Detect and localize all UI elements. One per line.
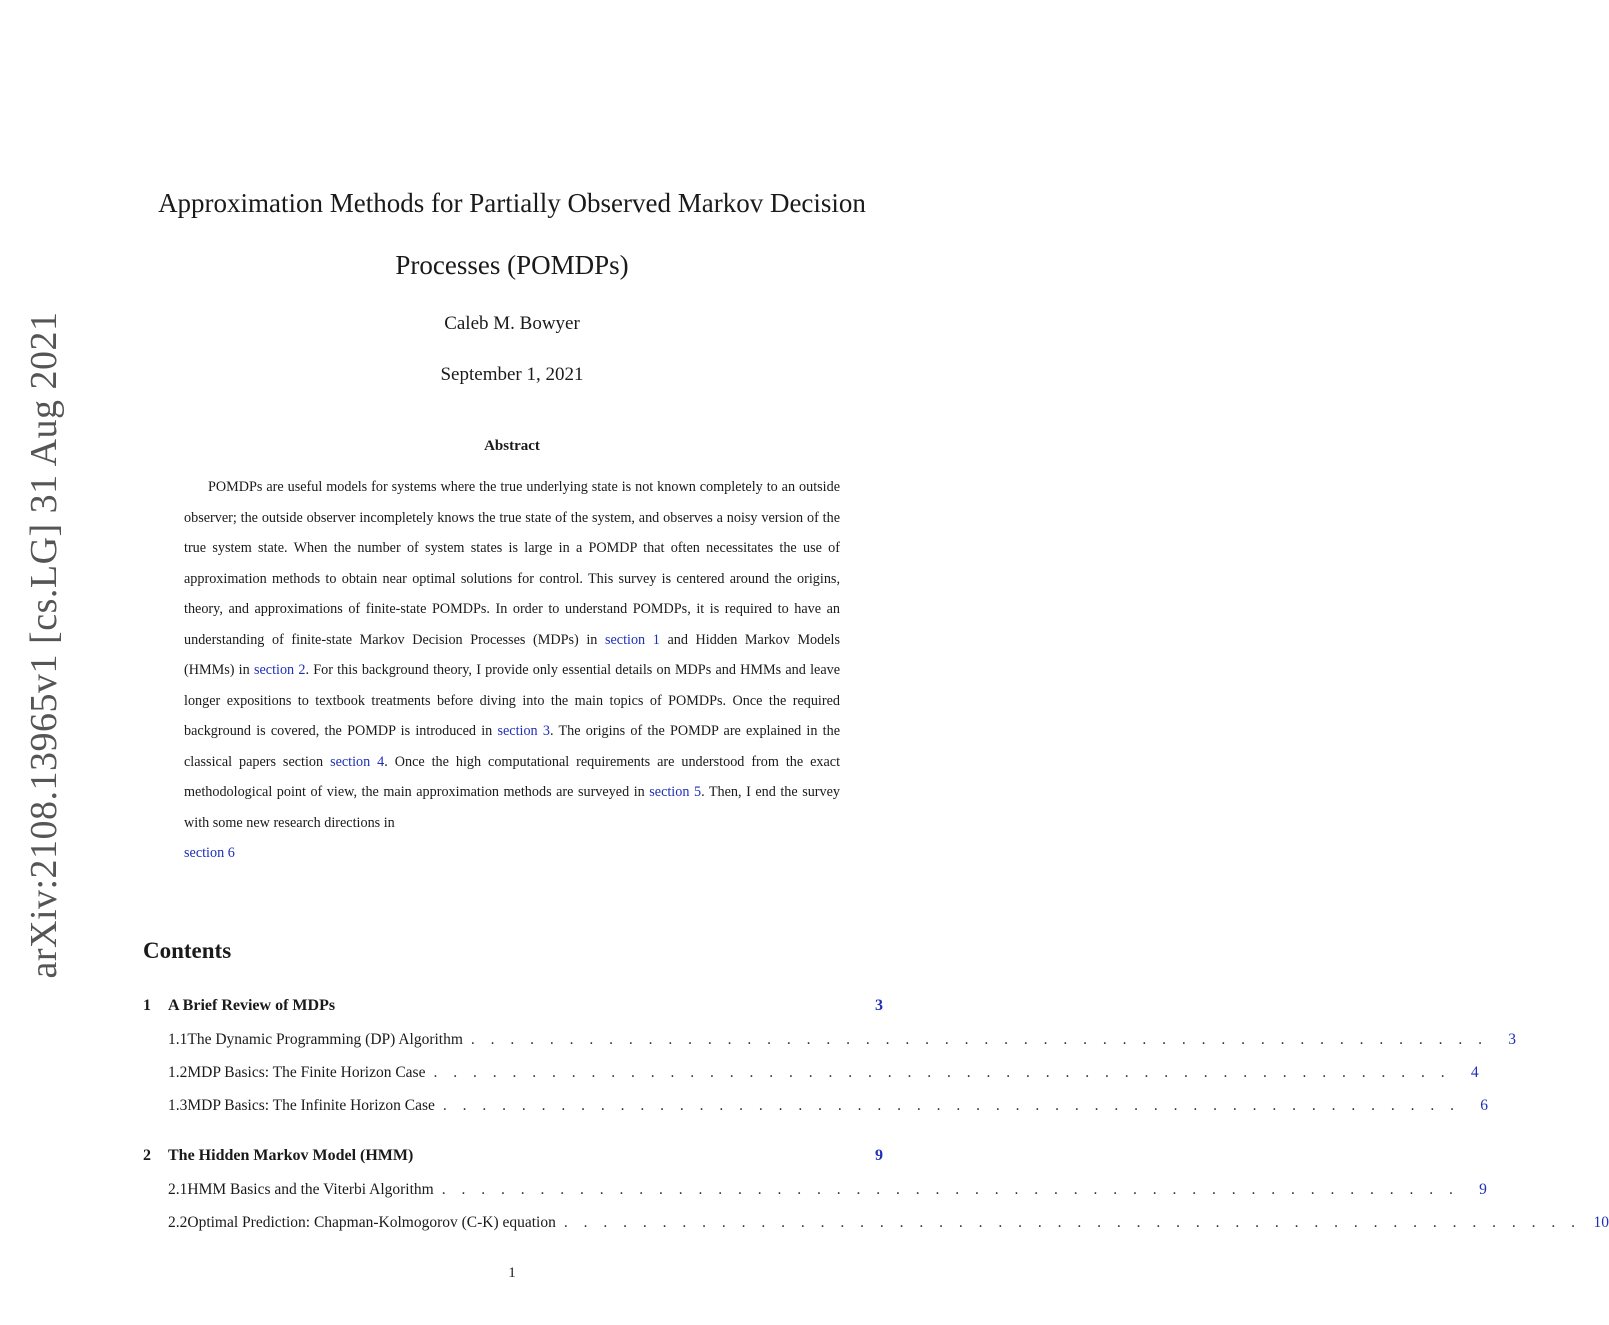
toc-page-link[interactable]: 6 xyxy=(1480,1097,1489,1114)
toc-entry[interactable] xyxy=(143,1097,1489,1119)
abstract-text: . Once the high computational requirements are understood from the exact methodological point of view, the main approximation methods are surveyed in xyxy=(184,753,841,800)
contents-heading: Contents xyxy=(143,938,232,963)
toc-entry[interactable] xyxy=(143,1214,1609,1236)
toc-entry[interactable] xyxy=(143,1181,1487,1203)
date: September 1, 2021 xyxy=(440,364,584,385)
link-section-6[interactable]: section 6 xyxy=(184,845,235,861)
toc-leader: . . . . . . . . . . . . . . . . . . . . . . . . . . . . . . . . . . . . . . . . . . . . . . . . . . . . xyxy=(563,1214,1581,1231)
abstract-body xyxy=(184,472,840,869)
toc-leader: . . . . . . . . . . . . . . . . . . . . . . . . . . . . . . . . . . . . . . . . . . . . . . . . . . . . xyxy=(470,1031,1489,1048)
page-number: 1 xyxy=(508,1265,516,1281)
paper-title: Approximation Methods for Partially Observed Markov Decision Processes (POMDPs) xyxy=(158,188,866,280)
toc-leader: . . . . . . . . . . . . . . . . . . . . . . . . . . . . . . . . . . . . . . . . . . . . . . . . . . . . xyxy=(433,1064,1451,1081)
toc-title: MDP Basics: The Finite Horizon Case xyxy=(187,1064,426,1081)
toc-number: 1.2 xyxy=(168,1064,188,1081)
toc-number: 1.3 xyxy=(168,1097,188,1114)
toc-page-link[interactable]: 9 xyxy=(875,1147,883,1164)
toc-title: The Hidden Markov Model (HMM) xyxy=(168,1147,414,1164)
toc-page-link[interactable]: 3 xyxy=(875,997,883,1014)
link-section-5[interactable]: section 5 xyxy=(649,784,702,800)
toc-number: 1.1 xyxy=(168,1031,188,1048)
abstract-text: and Hidden Markov Models (HMMs) in xyxy=(184,631,841,678)
toc-leader: . . . . . . . . . . . . . . . . . . . . . . . . . . . . . . . . . . . . . . . . . . . . . . . . . . . . xyxy=(442,1097,1461,1114)
toc-entry[interactable] xyxy=(143,997,883,1019)
toc-page-link[interactable]: 3 xyxy=(1508,1031,1517,1048)
arxiv-identifier: arXiv:2108.13965v1 [cs.LG] 31 Aug 2021 xyxy=(23,311,65,979)
link-section-2[interactable]: section 2 xyxy=(253,662,306,678)
abstract-text: . For this background theory, I provide only essential details on MDPs and HMMs and leave longer expositions to textbook treatments before diving into the main topics of POMDPs. Once the required background is covered, the POMDP is introduced in xyxy=(184,662,841,739)
toc-page-link[interactable]: 4 xyxy=(1470,1064,1479,1081)
toc-number: 1 xyxy=(143,997,151,1014)
link-section-4[interactable]: section 4 xyxy=(330,753,385,770)
toc-title: A Brief Review of MDPs xyxy=(168,997,336,1014)
abstract-text: POMDPs are useful models for systems where the true underlying state is not known completely to an outside observer; the outside observer incompletely knows the true state of the system, and observes a noisy version of the true system state. When the number of system states is large in a POMDP that often necessitates the use of approximation methods to obtain near optimal solutions for control. This survey is centered around the origins, theory, and approximations of finite-state POMDPs. In order to understand POMDPs, it is required to have an understanding of finite-state Markov Decision Processes (MDPs) in xyxy=(184,479,840,648)
toc-title: The Dynamic Programming (DP) Algorithm xyxy=(187,1031,463,1048)
toc-leader: . . . . . . . . . . . . . . . . . . . . . . . . . . . . . . . . . . . . . . . . . . . . . . . . . . . . xyxy=(441,1181,1459,1198)
toc-entry[interactable] xyxy=(143,1064,1479,1086)
abstract-heading: Abstract xyxy=(484,438,540,454)
link-section-3[interactable]: section 3 xyxy=(497,723,550,739)
toc-title: MDP Basics: The Infinite Horizon Case xyxy=(187,1097,435,1114)
abstract-text: . Then, I end the survey with some new research directions in xyxy=(184,784,841,831)
abstract-text: . The origins of the POMDP are explained in the classical papers section xyxy=(184,723,841,770)
toc-title: HMM Basics and the Viterbi Algorithm xyxy=(187,1181,434,1198)
toc-title: Optimal Prediction: Chapman-Kolmogorov (C-K) equation xyxy=(187,1214,556,1231)
toc-number: 2 xyxy=(143,1147,151,1164)
toc-number: 2.1 xyxy=(168,1181,188,1198)
toc-entry[interactable] xyxy=(143,1031,1517,1053)
link-section-1[interactable]: section 1 xyxy=(604,631,660,648)
toc-entry[interactable] xyxy=(143,1147,883,1169)
toc-page-link[interactable]: 10 xyxy=(1593,1214,1609,1231)
toc-page-link[interactable]: 9 xyxy=(1479,1181,1487,1198)
toc-number: 2.2 xyxy=(168,1214,188,1231)
author: Caleb M. Bowyer xyxy=(444,313,580,334)
